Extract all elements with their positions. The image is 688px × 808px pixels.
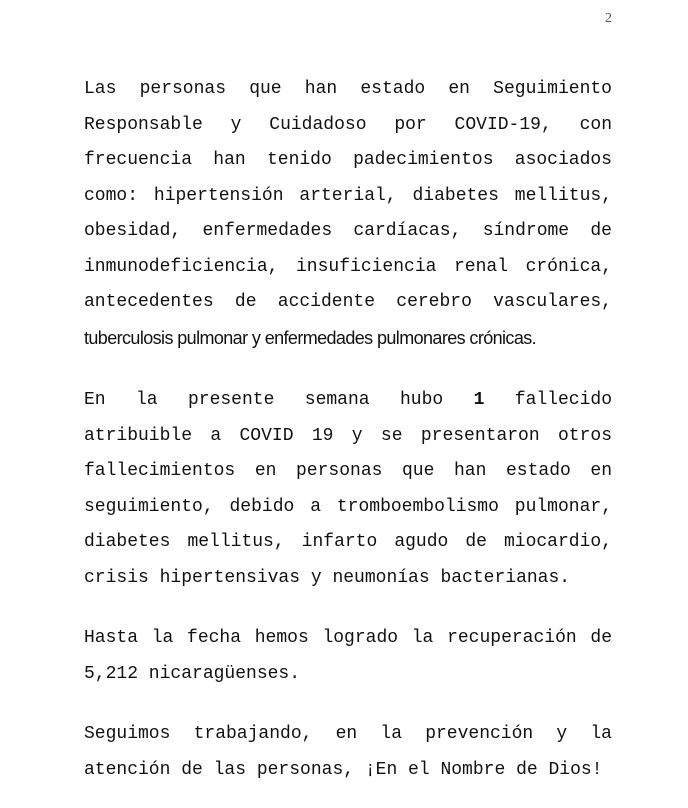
page-number: 2 (605, 11, 612, 26)
paragraph-recoveries: Hasta la fecha hemos logrado la recuperación de 5,212 nicaragüenses. (84, 628, 612, 684)
document-body (84, 72, 612, 788)
paragraph-comorbidities (84, 72, 612, 358)
paragraph-comorbidities-text: Las personas que han estado en Seguimiento Responsable y Cuidadoso por COVID-19, con frecuencia han tenido padecimientos asociados como: hipertensión arterial, diabetes mellitus, obesidad, enfermedades cardíacas, síndrome de inmunodeficiencia, insuficiencia renal crónica, antecedentes de accidente cerebro vasculares, (84, 79, 612, 312)
paragraph-deaths-intro: En la presente semana hubo (84, 390, 474, 410)
paragraph-closing: Seguimos trabajando, en la prevención y la atención de las personas, ¡En el Nombre de Dios! (84, 724, 612, 780)
paragraph-comorbidities-tail: tuberculosis pulmonar y enfermedades pulmonares crónicas. (84, 327, 537, 348)
paragraph-deaths (84, 383, 612, 596)
deaths-count: 1 (473, 390, 485, 410)
paragraph-deaths-rest: fallecido atribuible a COVID 19 y se presentaron otros fallecimientos en personas que han estado en seguimiento, debido a tromboembolismo pulmonar, diabetes mellitus, infarto agudo de miocardio, crisis hipertensivas y neumonías bacterianas. (84, 390, 612, 588)
